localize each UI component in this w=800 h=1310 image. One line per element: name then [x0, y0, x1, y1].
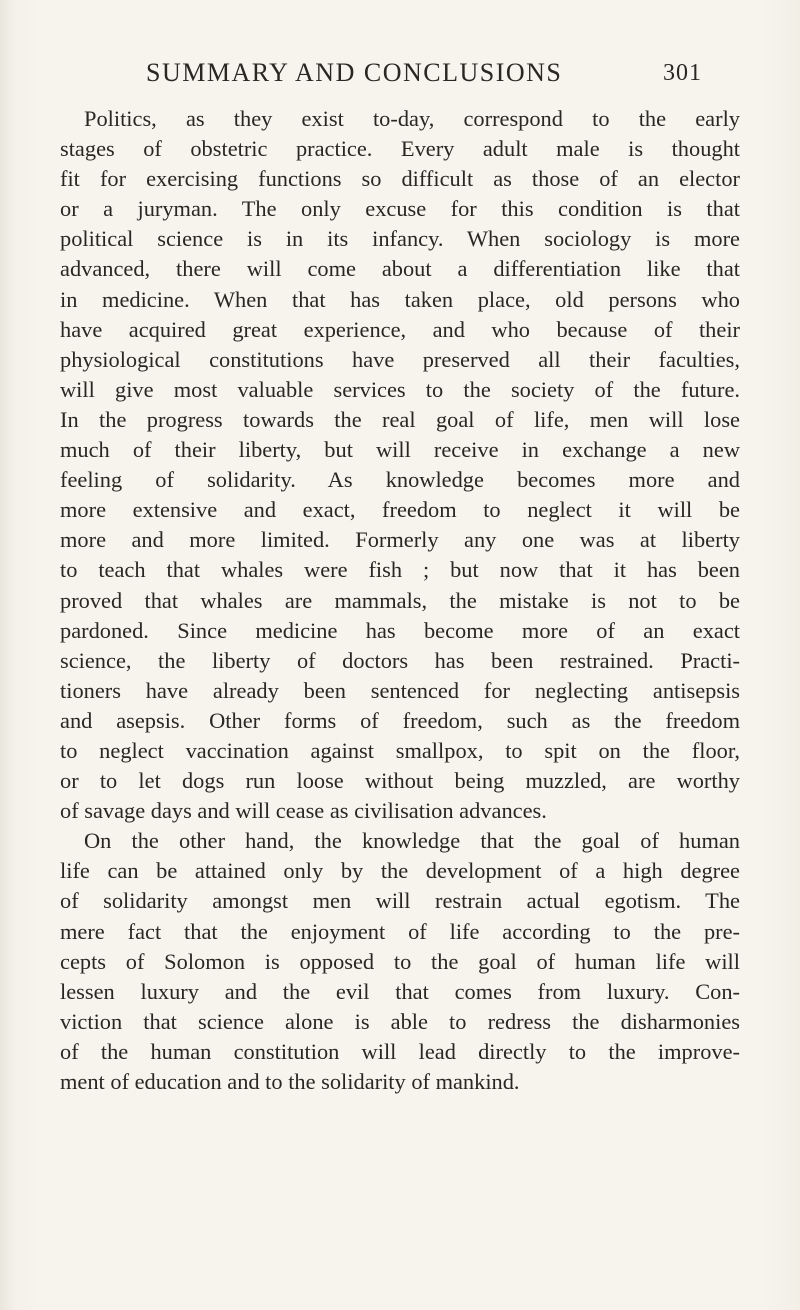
body-text	[60, 104, 740, 1097]
text-line: proved that whales are mammals, the mistake is not to be	[60, 587, 740, 613]
text-line: pardoned. Since medicine has become more of an exact	[60, 617, 740, 643]
text-line: fit for exercising functions so difficult as those of an elector	[60, 166, 740, 192]
text-line: advanced, there will come about a differentiation like that	[60, 256, 740, 282]
paragraph-2	[60, 826, 740, 1097]
text-line: more and more limited. Formerly any one was at liberty	[60, 527, 740, 553]
paragraph-1	[60, 104, 740, 826]
text-line: Politics, as they exist to-day, correspond to the early	[84, 106, 740, 131]
text-line: or a juryman. The only excuse for this condition is that	[60, 196, 740, 222]
text-line: of the human constitution will lead directly to the improve-	[60, 1038, 740, 1064]
text-line: On the other hand, the knowledge that the goal of human	[84, 828, 740, 854]
text-line: science, the liberty of doctors has been restrained. Practi-	[60, 647, 740, 673]
text-line: life can be attained only by the development of a high degree	[60, 858, 740, 884]
page-number: 301	[663, 60, 702, 86]
text-line: feeling of solidarity. As knowledge becomes more and	[60, 467, 740, 493]
text-line: much of their liberty, but will receive in exchange a new	[60, 437, 740, 463]
text-line: and asepsis. Other forms of freedom, such as the freedom	[60, 707, 740, 733]
text-line: in medicine. When that has taken place, old persons who	[60, 286, 740, 312]
text-line: to teach that whales were fish ; but now that it has been	[60, 557, 740, 583]
text-line: of savage days and will cease as civilisation advances.	[60, 798, 547, 824]
text-line: or to let dogs run loose without being muzzled, are worthy	[60, 768, 740, 794]
text-line: more extensive and exact, freedom to neglect it will be	[60, 497, 740, 523]
text-line: of solidarity amongst men will restrain actual egotism. The	[60, 888, 740, 914]
text-line: lessen luxury and the evil that comes from luxury. Con-	[60, 978, 740, 1004]
text-line: ment of education and to the solidarity of mankind.	[60, 1069, 520, 1094]
text-line: have acquired great experience, and who because of their	[60, 316, 740, 342]
text-line: mere fact that the enjoyment of life according to the pre-	[60, 918, 740, 944]
running-head: SUMMARY AND CONCLUSIONS	[146, 58, 563, 87]
text-line: physiological constitutions have preserved all their faculties,	[60, 346, 740, 372]
text-line: to neglect vaccination against smallpox, to spit on the floor,	[60, 737, 740, 763]
page-header	[146, 58, 702, 98]
text-line: In the progress towards the real goal of life, men will lose	[60, 406, 740, 432]
text-line: stages of obstetric practice. Every adult male is thought	[60, 136, 740, 162]
text-line: viction that science alone is able to redress the disharmonies	[60, 1008, 740, 1034]
text-line: cepts of Solomon is opposed to the goal of human life will	[60, 948, 740, 974]
text-line: tioners have already been sentenced for neglecting antisepsis	[60, 677, 740, 703]
text-line: will give most valuable services to the society of the future.	[60, 376, 740, 402]
text-line: political science is in its infancy. When sociology is more	[60, 226, 740, 252]
